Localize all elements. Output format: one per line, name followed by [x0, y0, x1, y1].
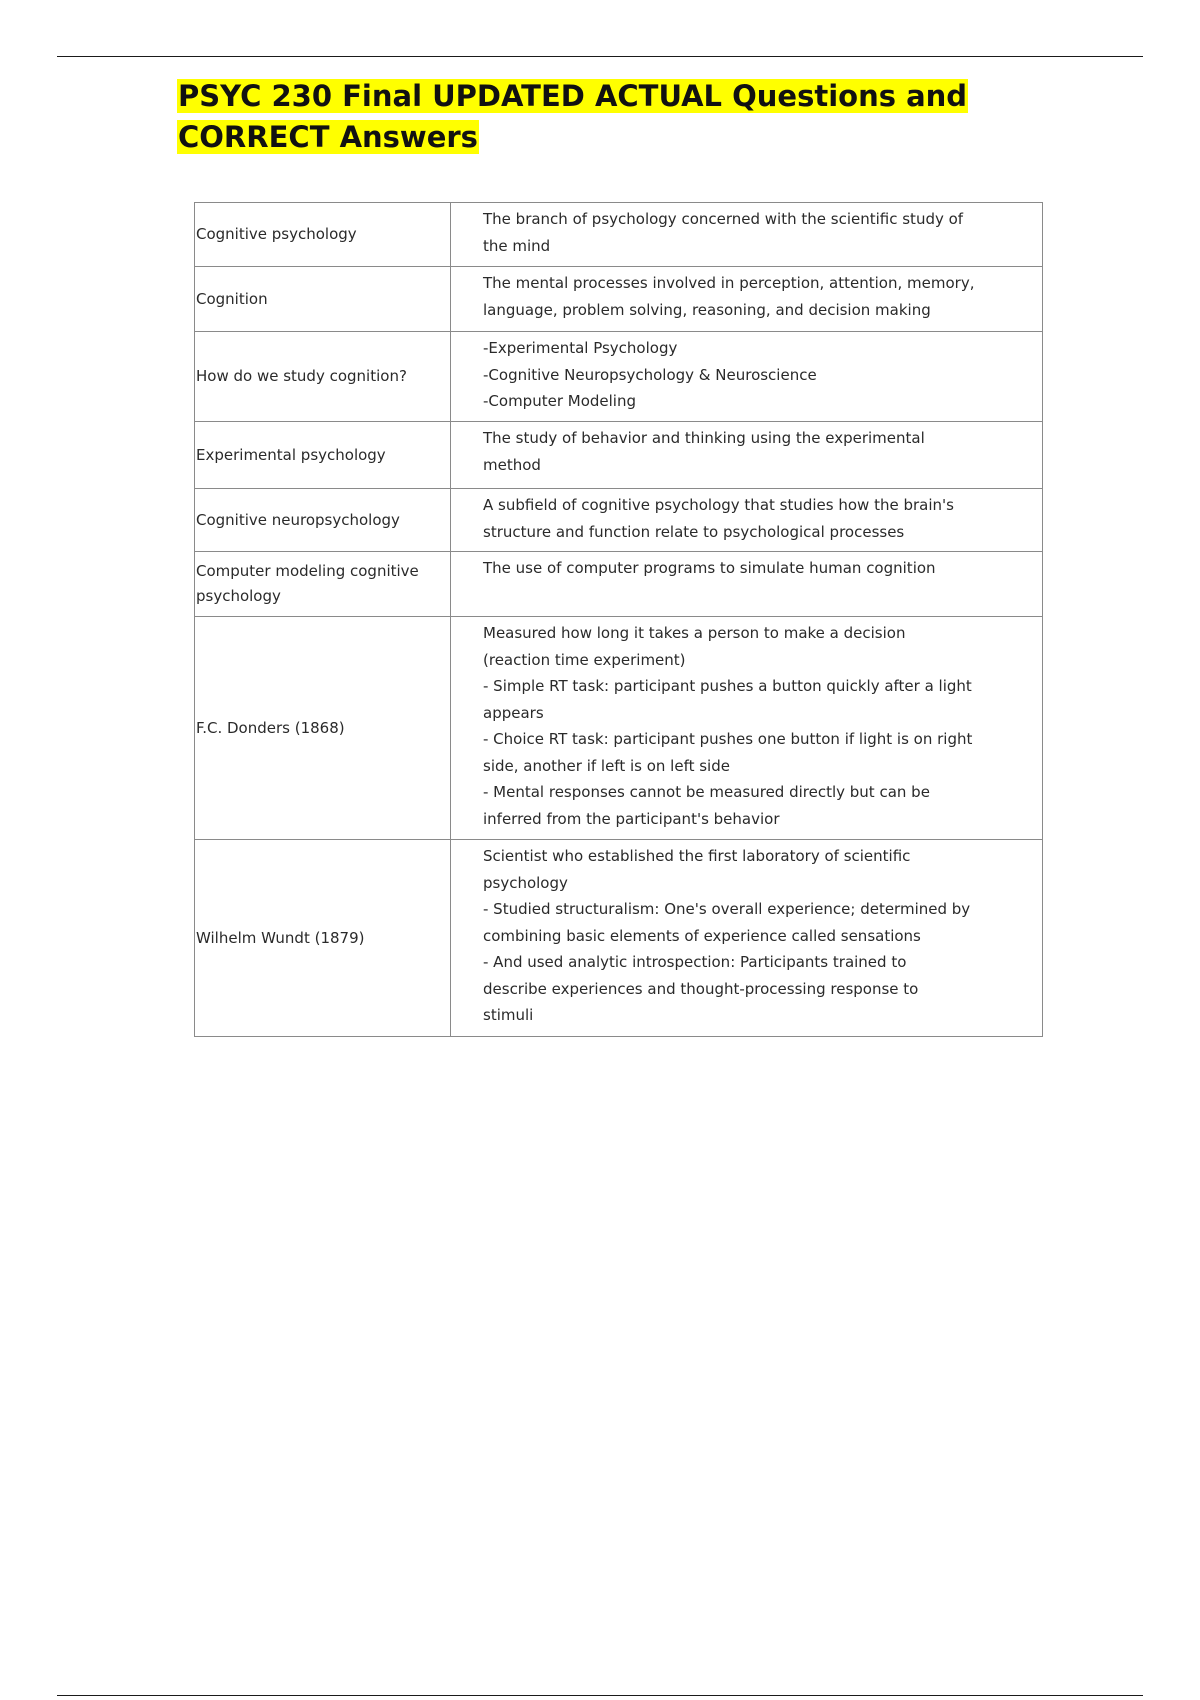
table-row	[195, 422, 1043, 489]
term-text: Cognitive neuropsychology	[196, 510, 400, 529]
term-text: psychology	[196, 587, 281, 605]
definition-line: The study of behavior and thinking using the experimental	[483, 429, 925, 447]
term-text: Experimental psychology	[196, 445, 386, 464]
table-row	[195, 617, 1043, 840]
qa-table	[194, 202, 1043, 1037]
term-cell	[195, 332, 451, 422]
definition-line: side, another if left is on left side	[483, 756, 730, 775]
definition-line: method	[483, 455, 541, 474]
term-cell	[195, 840, 451, 1037]
term-cell	[195, 617, 451, 840]
definition-line: A subfield of cognitive psychology that studies how the brain's	[483, 496, 954, 514]
definition-cell	[451, 422, 1043, 489]
term-cell	[195, 489, 451, 552]
definition-line: combining basic elements of experience called sensations	[483, 926, 921, 945]
table-row	[195, 203, 1043, 267]
table-row	[195, 267, 1043, 332]
term-text: How do we study cognition?	[196, 367, 407, 385]
term-cell	[195, 422, 451, 489]
definition-line: -Experimental Psychology	[483, 339, 678, 357]
definition-line: -Cognitive Neuropsychology & Neuroscience	[483, 365, 817, 384]
title-line-2: CORRECT Answers	[178, 120, 478, 154]
table-row	[195, 840, 1043, 1037]
table-row	[195, 332, 1043, 422]
definition-line: (reaction time experiment)	[483, 650, 686, 669]
definition-line: - Mental responses cannot be measured directly but can be	[483, 783, 930, 801]
definition-line: - Simple RT task: participant pushes a button quickly after a light	[483, 677, 972, 695]
definition-line: The mental processes involved in perception, attention, memory,	[483, 274, 975, 292]
definition-cell	[451, 267, 1043, 332]
title-line-1: PSYC 230 Final UPDATED ACTUAL Questions and	[178, 79, 968, 113]
term-cell	[195, 203, 451, 267]
definition-cell	[451, 203, 1043, 267]
definition-line: describe experiences and thought-processing response to	[483, 979, 919, 998]
footer-rule	[57, 1695, 1143, 1696]
definition-line: The branch of psychology concerned with the scientific study of	[483, 210, 964, 228]
term-cell	[195, 552, 451, 617]
definition-line: psychology	[483, 873, 568, 892]
term-text: F.C. Donders (1868)	[196, 718, 345, 737]
definition-line: structure and function relate to psychological processes	[483, 522, 905, 541]
term-text: Cognitive psychology	[196, 225, 357, 243]
definition-line: appears	[483, 703, 544, 722]
term-text: Cognition	[196, 289, 268, 308]
term-text: Wilhelm Wundt (1879)	[196, 928, 365, 947]
definition-line: inferred from the participant's behavior	[483, 809, 780, 828]
definition-line: - And used analytic introspection: Participants trained to	[483, 953, 907, 971]
definition-line: stimuli	[483, 1006, 534, 1024]
definition-line: - Studied structuralism: One's overall experience; determined by	[483, 900, 971, 918]
document-title	[177, 76, 977, 158]
definition-line: The use of computer programs to simulate human cognition	[483, 559, 936, 577]
definition-line: -Computer Modeling	[483, 392, 636, 410]
definition-line: Scientist who established the first laboratory of scientific	[483, 847, 911, 865]
definition-line: language, problem solving, reasoning, and decision making	[483, 300, 931, 319]
definition-line: - Choice RT task: participant pushes one button if light is on right	[483, 730, 973, 748]
table-row	[195, 552, 1043, 617]
definition-line: Measured how long it takes a person to make a decision	[483, 624, 906, 642]
definition-cell	[451, 617, 1043, 840]
definition-cell	[451, 840, 1043, 1037]
table-row	[195, 489, 1043, 552]
definition-cell	[451, 332, 1043, 422]
term-text: Computer modeling cognitive	[196, 562, 419, 580]
term-cell	[195, 267, 451, 332]
header-rule	[57, 56, 1143, 57]
definition-cell	[451, 489, 1043, 552]
definition-cell	[451, 552, 1043, 617]
definition-line: the mind	[483, 236, 551, 255]
